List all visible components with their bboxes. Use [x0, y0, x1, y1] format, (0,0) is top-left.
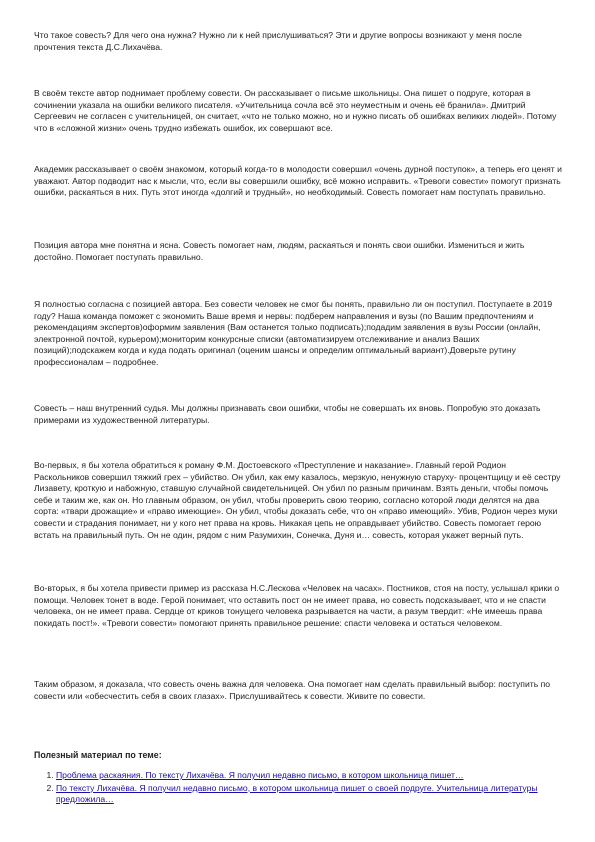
related-link-1[interactable]: Проблема раскаяния. По тексту Лихачёва. Я получил недавно письмо, в котором школьница пишет…: [56, 770, 464, 780]
paragraph-commentary: Академик рассказывает о своём знакомом, который когда-то в молодости совершил «очень дурной поступок», а теперь его ценят и уважают. Автор подводит нас к мысли, что, если вы совершили ошибку, всё можно исправить. «Тревоги совести» помогут признать ошибки, раскаяться в них. Путь этот иногда «долгий и трудный», но необходимый. Совесть помогает нам поступать правильно.: [34, 164, 562, 198]
related-heading: Полезный материал по теме:: [34, 750, 162, 760]
related-link-item: [56, 770, 556, 782]
paragraph-author-position: Позиция автора мне понятна и ясна. Совесть помогает нам, людям, раскаяться и понять свои ошибки. Измениться и жить достойно. Помогает поступать правильно.: [34, 240, 525, 262]
paragraph-argument-2: Во-вторых, я бы хотела привести пример из рассказа Н.С.Лескова «Человек на часах». Постников, стоя на посту, услышал крики о помощи. Человек тонет в воде. Герой понимает, что оставить пост он не имеет права, но совесть подсказывает, что и не спасти человека, он не имеет права. Сердце от криков тонущего человека разрывается на части, а разум твердит: «Не имеешь права покидать пост!». «Тревоги совести» помогают принять правильное решение: спасти человека и остаться человеком.: [34, 583, 560, 628]
paragraph-thesis: Совесть – наш внутренний судья. Мы должны признавать свои ошибки, чтобы не совершать их вновь. Попробую это доказать примерами из художественной литературы.: [34, 403, 541, 425]
paragraph-problem: В своём тексте автор поднимает проблему совести. Он рассказывает о письме школьницы. Она пишет о подруге, которая в сочинении указала на ошибки великого писателя. «Учительница сочла всё это неуместным и очень её бранила». Дмитрий Сергеевич не согласен с учительницей, он считает, «что не только можно, но и нужно писать об ошибках великих людей». Потому что в «сложной жизни» очень трудно избежать ошибок, их совершают все.: [34, 88, 557, 133]
paragraph-agreement: Я полностью согласна с позицией автора. Без совести человек не смог бы понять, правильно ли он поступил. Поступаете в 2019 году? Наша команда поможет с экономить Ваше время и нервы: подберем направления и вузы (по Вашим предпочтениям и рекомендациям экспертов)оформим заявления (Вам останется только подписать);подадим заявления в вузы России (онлайн, электронной почтой, курьером);мониторим конкурсные списки (автоматизируем отслеживание и анализ Ваших позиций);подскажем когда и куда подать оригинал (оценим шансы и определим оптимальный вариант).Доверьте рутину профессионалам – подробнее.: [34, 299, 553, 367]
related-link-item: [56, 783, 556, 806]
paragraph-conclusion: Таким образом, я доказала, что совесть очень важна для человека. Она помогает нам сделать правильный выбор: поступить по совести или «обесчестить себя в своих глазах». Прислушивайтесь к совести. Живите по совести.: [34, 679, 550, 701]
related-link-2[interactable]: По тексту Лихачёва. Я получил недавно письмо, в котором школьница пишет о своей подруге. Учительница литературы предложила…: [56, 782, 538, 805]
paragraph-argument-1: Во-первых, я бы хотела обратиться к роману Ф.М. Достоевского «Преступление и наказание». Главный герой Родион Раскольников совершил тяжкий грех – убийство. Он убил, как ему казалось, мерзкую, ненужную старуху- процентщицу и её сестру Лизавету, кроткую и набожную, ставшую случайной свидетельницей. Он убил по разным причинам. Взять деньги, чтобы помочь себе и таким же, как он. Но главным образом, он убил, чтобы проверить свою теорию, согласно которой люди делятся на два сорта: «твари дрожащие» и «право имеющие». Он убил, чтобы доказать себе, что он «право имеющий». Убив, Родион через муки совести и страдания понимает, ни у кого нет права на кровь. Никакая цепь не оправдывает убийство. Совесть помогает герою встать на правильный путь. Он не один, рядом с ним Разумихин, Сонечка, Дуня и… совесть, которая укажет верный путь.: [34, 460, 561, 540]
paragraph-intro: Что такое совесть? Для чего она нужна? Нужно ли к ней прислушиваться? Эти и другие вопросы возникают у меня после прочтения текста Д.С.Лихачёва.: [34, 30, 522, 52]
related-links-list: [42, 770, 556, 807]
